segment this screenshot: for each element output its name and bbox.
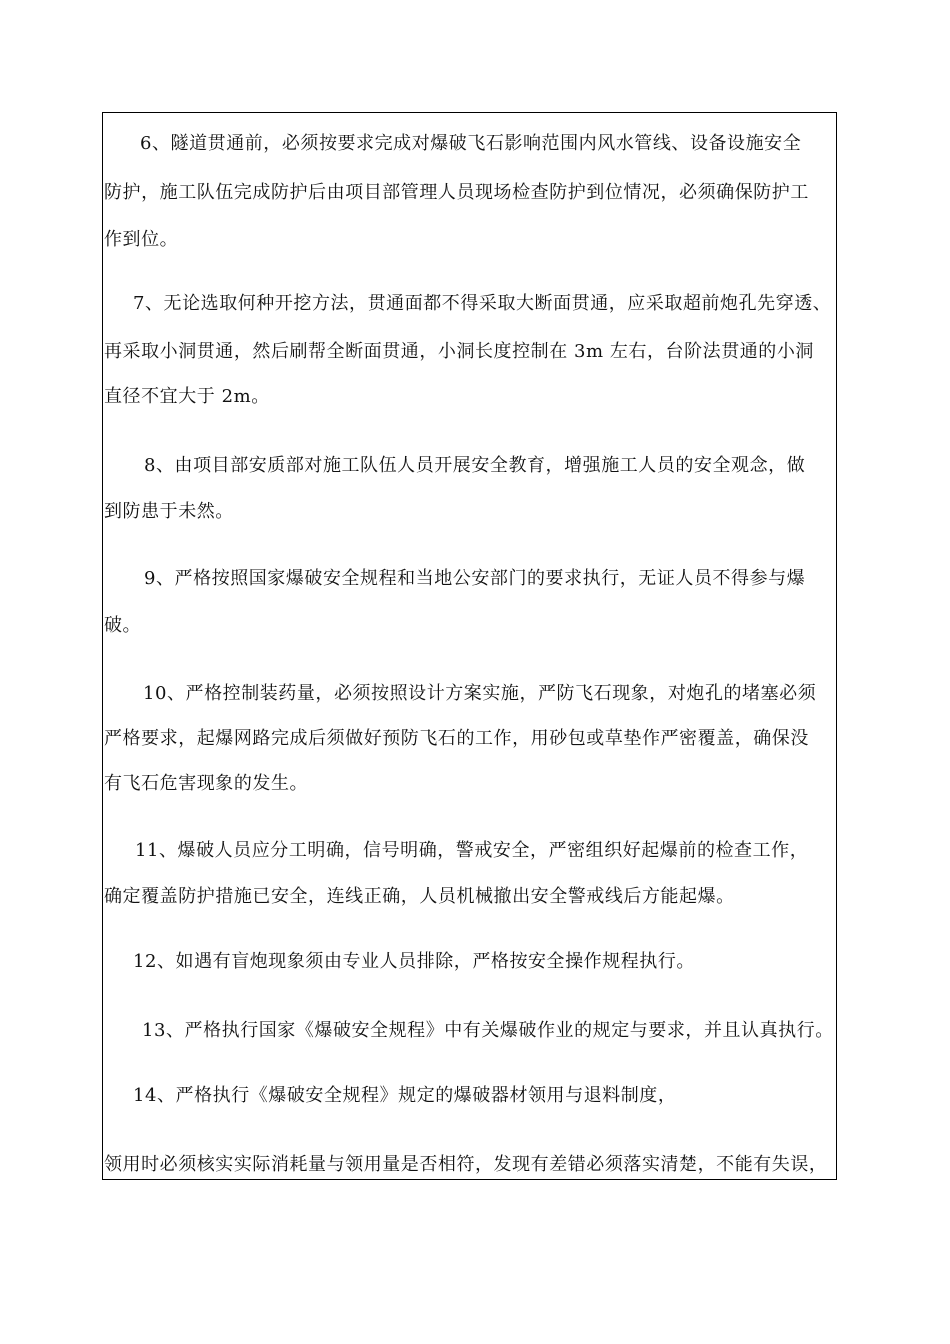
paragraph-9-line-2: 破。 — [104, 615, 142, 636]
paragraph-12-line-1: 12、如遇有盲炮现象须由专业人员排除，严格按安全操作规程执行。 — [133, 951, 695, 972]
paragraph-8-line-2: 到防患于未然。 — [104, 501, 234, 522]
paragraph-14-line-1: 14、严格执行《爆破安全规程》规定的爆破器材领用与退料制度， — [133, 1085, 677, 1106]
paragraph-7-line-3: 直径不宜大于 2m。 — [104, 386, 270, 407]
paragraph-9-line-1: 9、严格按照国家爆破安全规程和当地公安部门的要求执行，无证人员不得参与爆 — [144, 568, 806, 589]
paragraph-6-line-2: 防护，施工队伍完成防护后由项目部管理人员现场检查防护到位情况，必须确保防护工 — [104, 182, 809, 203]
paragraph-10-line-2: 严格要求，起爆网路完成后须做好预防飞石的工作，用砂包或草垫作严密覆盖，确保没 — [104, 728, 809, 749]
paragraph-11-line-1: 11、爆破人员应分工明确，信号明确，警戒安全，严密组织好起爆前的检查工作， — [135, 840, 809, 861]
paragraph-8-line-1: 8、由项目部安质部对施工队伍人员开展安全教育，增强施工人员的安全观念，做 — [144, 455, 806, 476]
paragraph-7-line-1: 7、无论选取何种开挖方法，贯通面都不得采取大断面贯通，应采取超前炮孔先穿透、 — [133, 293, 832, 314]
paragraph-7-line-2: 再采取小洞贯通，然后刷帮全断面贯通，小洞长度控制在 3m 左右，台阶法贯通的小洞 — [104, 341, 814, 362]
paragraph-13-line-1: 13、严格执行国家《爆破安全规程》中有关爆破作业的规定与要求，并且认真执行。 — [142, 1020, 834, 1041]
paragraph-6-line-3: 作到位。 — [104, 229, 179, 250]
paragraph-11-line-2: 确定覆盖防护措施已安全，连线正确，人员机械撤出安全警戒线后方能起爆。 — [104, 886, 735, 907]
paragraph-6-line-1: 6、隧道贯通前，必须按要求完成对爆破飞石影响范围内风水管线、设备设施安全 — [140, 133, 802, 154]
paragraph-15-line-1: 领用时必须核实实际消耗量与领用量是否相符，发现有差错必须落实清楚，不能有失误， — [104, 1154, 828, 1175]
paragraph-10-line-3: 有飞石危害现象的发生。 — [104, 773, 309, 794]
paragraph-10-line-1: 10、严格控制装药量，必须按照设计方案实施，严防飞石现象，对炮孔的堵塞必须 — [143, 683, 817, 704]
